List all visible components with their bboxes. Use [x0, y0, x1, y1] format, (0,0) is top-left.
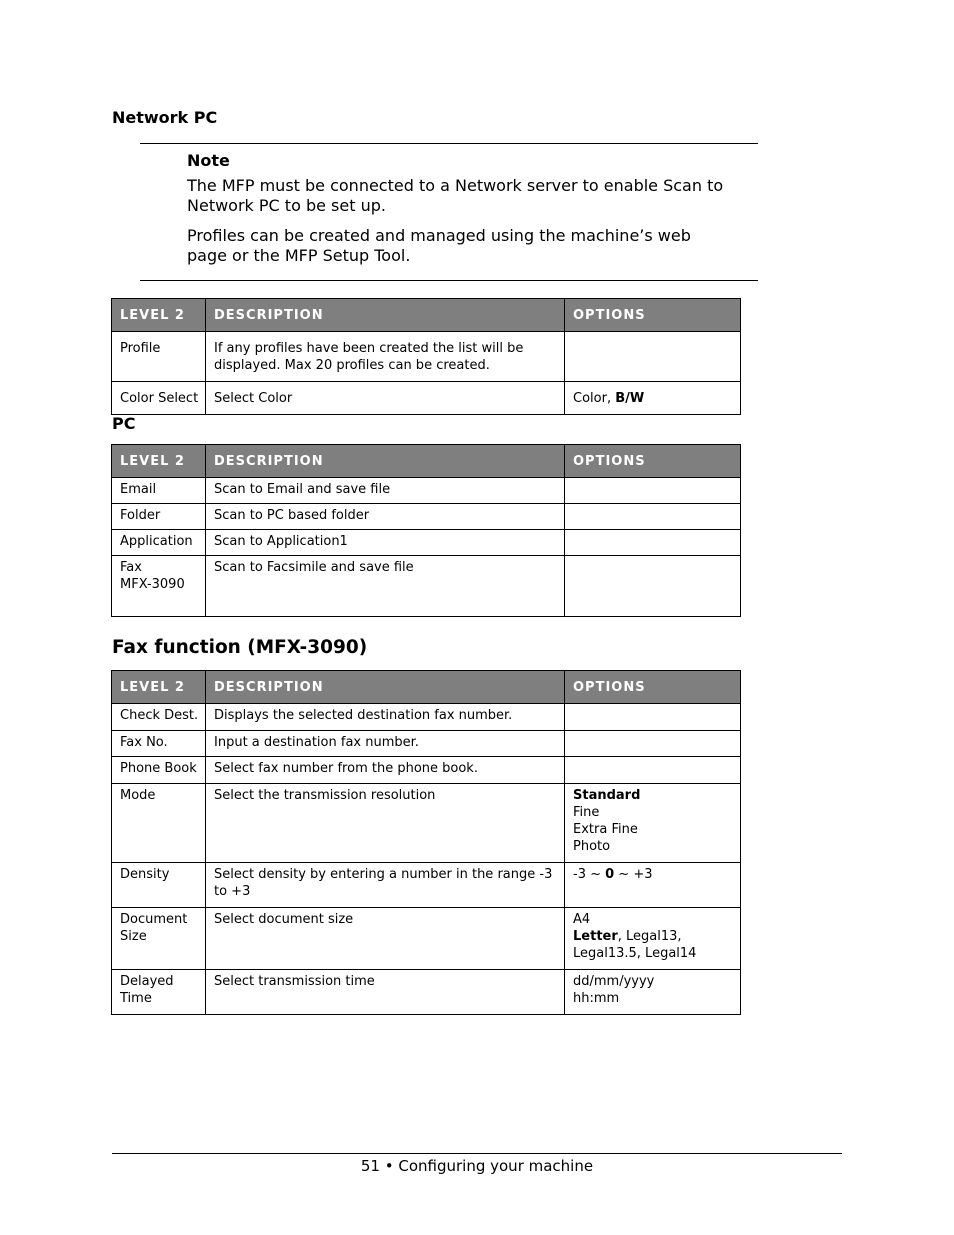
- table-row: [112, 784, 741, 863]
- option-line: A4: [573, 912, 591, 927]
- cell-level: Folder: [112, 504, 206, 530]
- option-default: 0: [605, 867, 615, 882]
- cell-description: Select Color: [206, 382, 565, 415]
- cell-level: Application: [112, 530, 206, 556]
- table-row: [112, 908, 741, 970]
- table-row: [112, 382, 741, 415]
- table-header-row: [112, 299, 741, 332]
- cell-options: [565, 757, 741, 784]
- cell-description: Scan to Application1: [206, 530, 565, 556]
- header-options: OPTIONS: [565, 299, 741, 332]
- table-row: [112, 530, 741, 556]
- note-paragraph-1: The MFP must be connected to a Network server to enable Scan to Network PC to be set up.: [187, 176, 724, 215]
- cell-level: Phone Book: [112, 757, 206, 784]
- table-row: [112, 556, 741, 617]
- fax-function-table: [111, 670, 741, 1015]
- header-description: DESCRIPTION: [206, 671, 565, 704]
- option-default: B/W: [615, 391, 645, 406]
- cell-level: Mode: [112, 784, 206, 863]
- option-line: Photo: [573, 839, 611, 854]
- option-text: ~ +3: [614, 867, 653, 882]
- header-level: LEVEL 2: [112, 671, 206, 704]
- cell-level: Check Dest.: [112, 704, 206, 731]
- header-level: LEVEL 2: [112, 299, 206, 332]
- cell-description: Select transmission time: [206, 970, 565, 1015]
- cell-level: Profile: [112, 332, 206, 382]
- cell-description: Select document size: [206, 908, 565, 970]
- cell-options: [565, 382, 741, 415]
- note-top-rule: [140, 143, 758, 144]
- cell-options: [565, 332, 741, 382]
- cell-options: [565, 504, 741, 530]
- header-options: OPTIONS: [565, 671, 741, 704]
- option-line: hh:mm: [573, 991, 620, 1006]
- cell-options: [565, 704, 741, 731]
- table-row: [112, 731, 741, 757]
- cell-level: Density: [112, 863, 206, 908]
- option-default: Letter: [573, 929, 618, 944]
- option-default: Standard: [573, 788, 641, 803]
- cell-description: Scan to PC based folder: [206, 504, 565, 530]
- cell-options: [565, 863, 741, 908]
- table-row: [112, 332, 741, 382]
- cell-description: Input a destination fax number.: [206, 731, 565, 757]
- note-bottom-rule: [140, 280, 758, 281]
- cell-options: [565, 530, 741, 556]
- cell-level: [112, 556, 206, 617]
- cell-level: Color Select: [112, 382, 206, 415]
- table-header-row: [112, 445, 741, 478]
- option-text: Color,: [573, 391, 616, 406]
- note-paragraph-2: Profiles can be created and managed using the machine’s web page or the MFP Setup Tool.: [187, 226, 691, 265]
- cell-description: Select density by entering a number in the range -3 to +3: [206, 863, 565, 908]
- page-footer: 51 • Configuring your machine: [360, 1157, 594, 1175]
- table-row: [112, 478, 741, 504]
- cell-description: Select fax number from the phone book.: [206, 757, 565, 784]
- cell-description: Displays the selected destination fax number.: [206, 704, 565, 731]
- header-description: DESCRIPTION: [206, 299, 565, 332]
- table-header-row: [112, 671, 741, 704]
- cell-options: [565, 731, 741, 757]
- level-line: MFX-3090: [120, 577, 185, 592]
- cell-level: Document Size: [112, 908, 206, 970]
- table-row: [112, 704, 741, 731]
- section-heading-pc: PC: [112, 414, 136, 433]
- cell-options: [565, 970, 741, 1015]
- option-line: Fine: [573, 805, 600, 820]
- cell-level: Delayed Time: [112, 970, 206, 1015]
- section-heading-fax-function: Fax function (MFX-3090): [112, 637, 368, 658]
- header-description: DESCRIPTION: [206, 445, 565, 478]
- table-row: [112, 863, 741, 908]
- cell-description: Scan to Email and save file: [206, 478, 565, 504]
- cell-level: Fax No.: [112, 731, 206, 757]
- network-pc-table: [111, 298, 741, 415]
- cell-options: [565, 784, 741, 863]
- cell-description: Select the transmission resolution: [206, 784, 565, 863]
- section-heading-network-pc: Network PC: [112, 108, 218, 127]
- option-text: -3 ~: [573, 867, 606, 882]
- option-line: Extra Fine: [573, 822, 638, 837]
- cell-description: If any profiles have been created the list will be displayed. Max 20 profiles can be created.: [206, 332, 565, 382]
- cell-options: [565, 478, 741, 504]
- cell-description: Scan to Facsimile and save file: [206, 556, 565, 617]
- table-row: [112, 757, 741, 784]
- pc-table: [111, 444, 741, 617]
- cell-level: Email: [112, 478, 206, 504]
- header-options: OPTIONS: [565, 445, 741, 478]
- option-text: , Legal13, Legal13.5, Legal14: [573, 929, 697, 961]
- cell-options: [565, 556, 741, 617]
- header-level: LEVEL 2: [112, 445, 206, 478]
- cell-options: [565, 908, 741, 970]
- note-title: Note: [187, 151, 230, 170]
- table-row: [112, 504, 741, 530]
- option-line: dd/mm/yyyy: [573, 974, 655, 989]
- level-line: Fax: [120, 560, 142, 575]
- footer-rule: [112, 1153, 842, 1154]
- table-row: [112, 970, 741, 1015]
